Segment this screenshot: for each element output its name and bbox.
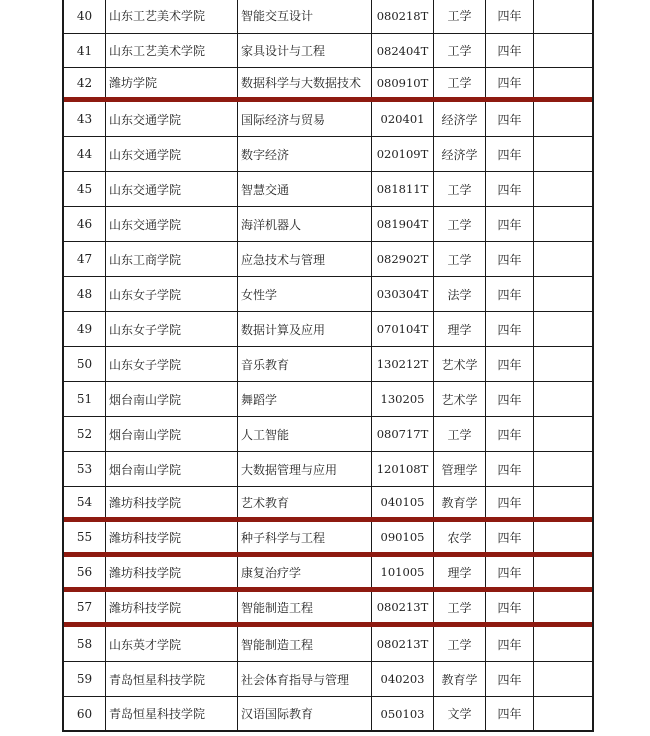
note-cell bbox=[534, 34, 592, 67]
table-row bbox=[64, 68, 592, 102]
row-number: 55 bbox=[64, 522, 106, 552]
table-row bbox=[64, 557, 592, 592]
note-cell bbox=[534, 487, 592, 517]
category-cell: 管理学 bbox=[434, 452, 486, 486]
major-code-cell: 020109T bbox=[372, 137, 434, 171]
note-cell bbox=[534, 557, 592, 587]
institution-cell: 山东女子学院 bbox=[106, 347, 238, 381]
institution-cell: 山东交通学院 bbox=[106, 137, 238, 171]
category-cell: 工学 bbox=[434, 592, 486, 622]
category-cell: 工学 bbox=[434, 242, 486, 276]
table-row bbox=[64, 627, 592, 662]
note-cell bbox=[534, 452, 592, 486]
category-cell: 经济学 bbox=[434, 102, 486, 136]
major-name-cell: 智能交互设计 bbox=[238, 0, 372, 33]
major-code-cell: 082902T bbox=[372, 242, 434, 276]
row-number: 52 bbox=[64, 417, 106, 451]
note-cell bbox=[534, 0, 592, 33]
category-cell: 教育学 bbox=[434, 487, 486, 517]
major-code-cell: 082404T bbox=[372, 34, 434, 67]
institution-cell: 山东工艺美术学院 bbox=[106, 34, 238, 67]
row-number: 60 bbox=[64, 697, 106, 730]
note-cell bbox=[534, 382, 592, 416]
major-name-cell: 国际经济与贸易 bbox=[238, 102, 372, 136]
major-name-cell: 大数据管理与应用 bbox=[238, 452, 372, 486]
major-code-cell: 050103 bbox=[372, 697, 434, 730]
majors-table bbox=[62, 0, 594, 732]
major-name-cell: 智能制造工程 bbox=[238, 627, 372, 661]
major-name-cell: 数字经济 bbox=[238, 137, 372, 171]
category-cell: 艺术学 bbox=[434, 382, 486, 416]
note-cell bbox=[534, 207, 592, 241]
note-cell bbox=[534, 312, 592, 346]
duration-cell: 四年 bbox=[486, 662, 534, 696]
category-cell: 农学 bbox=[434, 522, 486, 552]
row-number: 42 bbox=[64, 68, 106, 97]
row-number: 47 bbox=[64, 242, 106, 276]
note-cell bbox=[534, 172, 592, 206]
institution-cell: 烟台南山学院 bbox=[106, 417, 238, 451]
table-row bbox=[64, 487, 592, 522]
major-code-cell: 081811T bbox=[372, 172, 434, 206]
row-number: 56 bbox=[64, 557, 106, 587]
institution-cell: 潍坊科技学院 bbox=[106, 522, 238, 552]
category-cell: 文学 bbox=[434, 697, 486, 730]
duration-cell: 四年 bbox=[486, 627, 534, 661]
category-cell: 工学 bbox=[434, 417, 486, 451]
table-row bbox=[64, 662, 592, 697]
note-cell bbox=[534, 662, 592, 696]
major-name-cell: 人工智能 bbox=[238, 417, 372, 451]
duration-cell: 四年 bbox=[486, 417, 534, 451]
institution-cell: 潍坊科技学院 bbox=[106, 557, 238, 587]
row-number: 48 bbox=[64, 277, 106, 311]
table-row bbox=[64, 137, 592, 172]
institution-cell: 山东英才学院 bbox=[106, 627, 238, 661]
category-cell: 理学 bbox=[434, 557, 486, 587]
table-row bbox=[64, 417, 592, 452]
institution-cell: 山东女子学院 bbox=[106, 312, 238, 346]
duration-cell: 四年 bbox=[486, 102, 534, 136]
major-name-cell: 海洋机器人 bbox=[238, 207, 372, 241]
category-cell: 教育学 bbox=[434, 662, 486, 696]
major-code-cell: 080213T bbox=[372, 627, 434, 661]
major-code-cell: 080910T bbox=[372, 68, 434, 97]
major-name-cell: 应急技术与管理 bbox=[238, 242, 372, 276]
institution-cell: 山东交通学院 bbox=[106, 207, 238, 241]
note-cell bbox=[534, 277, 592, 311]
major-name-cell: 汉语国际教育 bbox=[238, 697, 372, 730]
duration-cell: 四年 bbox=[486, 347, 534, 381]
row-number: 44 bbox=[64, 137, 106, 171]
row-number: 43 bbox=[64, 102, 106, 136]
duration-cell: 四年 bbox=[486, 312, 534, 346]
major-name-cell: 艺术教育 bbox=[238, 487, 372, 517]
major-code-cell: 020401 bbox=[372, 102, 434, 136]
duration-cell: 四年 bbox=[486, 522, 534, 552]
row-number: 46 bbox=[64, 207, 106, 241]
institution-cell: 山东工艺美术学院 bbox=[106, 0, 238, 33]
major-code-cell: 120108T bbox=[372, 452, 434, 486]
duration-cell: 四年 bbox=[486, 557, 534, 587]
category-cell: 艺术学 bbox=[434, 347, 486, 381]
major-name-cell: 社会体育指导与管理 bbox=[238, 662, 372, 696]
major-code-cell: 040203 bbox=[372, 662, 434, 696]
duration-cell: 四年 bbox=[486, 382, 534, 416]
major-name-cell: 智能制造工程 bbox=[238, 592, 372, 622]
table-row bbox=[64, 522, 592, 557]
note-cell bbox=[534, 592, 592, 622]
major-name-cell: 种子科学与工程 bbox=[238, 522, 372, 552]
category-cell: 工学 bbox=[434, 172, 486, 206]
table-row bbox=[64, 347, 592, 382]
institution-cell: 山东工商学院 bbox=[106, 242, 238, 276]
major-code-cell: 081904T bbox=[372, 207, 434, 241]
note-cell bbox=[534, 522, 592, 552]
institution-cell: 烟台南山学院 bbox=[106, 382, 238, 416]
table-row bbox=[64, 242, 592, 277]
note-cell bbox=[534, 137, 592, 171]
note-cell bbox=[534, 102, 592, 136]
row-number: 40 bbox=[64, 0, 106, 33]
major-code-cell: 130212T bbox=[372, 347, 434, 381]
row-number: 54 bbox=[64, 487, 106, 517]
row-number: 57 bbox=[64, 592, 106, 622]
major-name-cell: 女性学 bbox=[238, 277, 372, 311]
duration-cell: 四年 bbox=[486, 277, 534, 311]
category-cell: 工学 bbox=[434, 207, 486, 241]
duration-cell: 四年 bbox=[486, 68, 534, 97]
major-code-cell: 130205 bbox=[372, 382, 434, 416]
category-cell: 工学 bbox=[434, 68, 486, 97]
category-cell: 工学 bbox=[434, 34, 486, 67]
major-code-cell: 040105 bbox=[372, 487, 434, 517]
duration-cell: 四年 bbox=[486, 207, 534, 241]
table-row bbox=[64, 102, 592, 137]
category-cell: 工学 bbox=[434, 627, 486, 661]
note-cell bbox=[534, 627, 592, 661]
institution-cell: 山东交通学院 bbox=[106, 172, 238, 206]
major-name-cell: 智慧交通 bbox=[238, 172, 372, 206]
table-row bbox=[64, 207, 592, 242]
note-cell bbox=[534, 242, 592, 276]
table-row bbox=[64, 277, 592, 312]
table-row bbox=[64, 34, 592, 68]
duration-cell: 四年 bbox=[486, 452, 534, 486]
major-name-cell: 数据计算及应用 bbox=[238, 312, 372, 346]
institution-cell: 山东交通学院 bbox=[106, 102, 238, 136]
institution-cell: 青岛恒星科技学院 bbox=[106, 662, 238, 696]
row-number: 59 bbox=[64, 662, 106, 696]
table-row bbox=[64, 0, 592, 34]
institution-cell: 潍坊科技学院 bbox=[106, 487, 238, 517]
major-name-cell: 家具设计与工程 bbox=[238, 34, 372, 67]
major-code-cell: 080218T bbox=[372, 0, 434, 33]
major-code-cell: 030304T bbox=[372, 277, 434, 311]
duration-cell: 四年 bbox=[486, 0, 534, 33]
table-row bbox=[64, 592, 592, 627]
table-row bbox=[64, 172, 592, 207]
duration-cell: 四年 bbox=[486, 137, 534, 171]
note-cell bbox=[534, 417, 592, 451]
duration-cell: 四年 bbox=[486, 172, 534, 206]
table-row bbox=[64, 452, 592, 487]
duration-cell: 四年 bbox=[486, 487, 534, 517]
note-cell bbox=[534, 68, 592, 97]
institution-cell: 潍坊科技学院 bbox=[106, 592, 238, 622]
category-cell: 理学 bbox=[434, 312, 486, 346]
note-cell bbox=[534, 347, 592, 381]
row-number: 53 bbox=[64, 452, 106, 486]
major-code-cell: 080213T bbox=[372, 592, 434, 622]
row-number: 51 bbox=[64, 382, 106, 416]
duration-cell: 四年 bbox=[486, 34, 534, 67]
row-number: 50 bbox=[64, 347, 106, 381]
table-row bbox=[64, 697, 592, 732]
institution-cell: 山东女子学院 bbox=[106, 277, 238, 311]
major-code-cell: 070104T bbox=[372, 312, 434, 346]
major-name-cell: 舞蹈学 bbox=[238, 382, 372, 416]
category-cell: 法学 bbox=[434, 277, 486, 311]
major-name-cell: 音乐教育 bbox=[238, 347, 372, 381]
table-row bbox=[64, 312, 592, 347]
row-number: 49 bbox=[64, 312, 106, 346]
row-number: 58 bbox=[64, 627, 106, 661]
major-code-cell: 090105 bbox=[372, 522, 434, 552]
duration-cell: 四年 bbox=[486, 242, 534, 276]
institution-cell: 青岛恒星科技学院 bbox=[106, 697, 238, 730]
category-cell: 经济学 bbox=[434, 137, 486, 171]
duration-cell: 四年 bbox=[486, 592, 534, 622]
category-cell: 工学 bbox=[434, 0, 486, 33]
major-code-cell: 101005 bbox=[372, 557, 434, 587]
institution-cell: 潍坊学院 bbox=[106, 68, 238, 97]
row-number: 45 bbox=[64, 172, 106, 206]
major-name-cell: 数据科学与大数据技术 bbox=[238, 68, 372, 97]
institution-cell: 烟台南山学院 bbox=[106, 452, 238, 486]
row-number: 41 bbox=[64, 34, 106, 67]
note-cell bbox=[534, 697, 592, 730]
major-code-cell: 080717T bbox=[372, 417, 434, 451]
table-row bbox=[64, 382, 592, 417]
duration-cell: 四年 bbox=[486, 697, 534, 730]
major-name-cell: 康复治疗学 bbox=[238, 557, 372, 587]
